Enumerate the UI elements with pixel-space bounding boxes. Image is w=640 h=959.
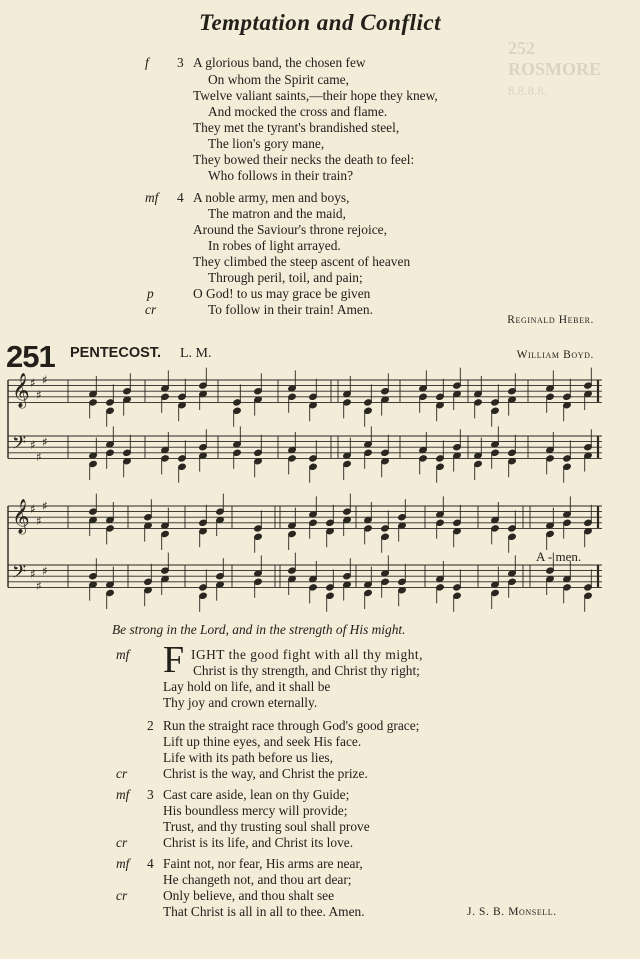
verse-line: Lay hold on life, and it shall be: [163, 679, 331, 694]
ghost-line: 252 ROSMORE: [508, 38, 602, 79]
text-author-credit: Reginald Heber.: [507, 314, 594, 326]
verse-line: And mocked the cross and flame.: [208, 104, 388, 119]
sharp-icon: ♯: [36, 579, 42, 593]
verse-line: A noble army, men and boys,: [193, 190, 350, 205]
verse-line: A glorious band, the chosen few: [193, 55, 366, 70]
verse-number: 3: [147, 787, 154, 802]
meter: L. M.: [180, 346, 212, 361]
dynamic-mark: cr: [116, 835, 128, 850]
verse-line: They climbed the steep ascent of heaven: [193, 254, 411, 269]
dynamic-mark: cr: [116, 766, 128, 781]
sharp-icon: ♯: [36, 450, 42, 464]
verse-line: The lion's gory mane,: [208, 136, 325, 151]
verse-number: 3: [177, 55, 184, 70]
page-title: Temptation and Conflict: [199, 10, 441, 35]
verse-line: Who follows in their train?: [208, 168, 354, 183]
dynamic-mark: mf: [145, 190, 159, 205]
verse-line: Run the straight race through God's good grace;: [163, 718, 420, 733]
verse-line: Christ is its life, and Christ its love.: [163, 835, 354, 850]
verse-line: Twelve valiant saints,—their hope they knew,: [193, 88, 438, 103]
drop-cap: F: [163, 639, 185, 681]
verse-line: Lift up thine eyes, and seek His face.: [163, 734, 362, 749]
sharp-icon: ♯: [30, 376, 36, 390]
sharp-icon: ♯: [42, 564, 48, 578]
dynamic-mark: mf: [116, 787, 130, 802]
scripture-motto: Be strong in the Lord, and in the strength of His might.: [112, 622, 406, 637]
verse-line: Faint not, nor fear, His arms are near,: [163, 856, 363, 871]
dynamic-mark: f: [145, 55, 149, 70]
verse-line: To follow in their train! Amen.: [208, 302, 373, 317]
verse-line: In robes of light arrayed.: [208, 238, 341, 253]
sharp-icon: ♯: [36, 388, 42, 402]
verse-line: His boundless mercy will provide;: [163, 803, 348, 818]
verse-number: 4: [177, 190, 184, 205]
verse-line: He changeth not, and thou art dear;: [163, 872, 352, 887]
treble-clef-icon: 𝄞: [12, 373, 30, 408]
verse-line: IGHT the good fight with all thy might,: [191, 647, 423, 662]
verse-line: That Christ is all in all to thee. Amen.: [163, 904, 365, 919]
tune-name: PENTECOST.: [70, 345, 162, 361]
amen-lyric: A - men.: [536, 549, 582, 564]
sharp-icon: ♯: [42, 373, 48, 387]
verse-line: They met the tyrant's brandished steel,: [193, 120, 400, 135]
sharp-icon: ♯: [36, 514, 42, 528]
treble-clef-icon: 𝄞: [12, 499, 30, 534]
ghost-line: 8.8.8.8.: [508, 83, 547, 98]
dynamic-mark: mf: [116, 647, 130, 662]
sharp-icon: ♯: [30, 438, 36, 452]
verse-line: Through peril, toil, and pain;: [208, 270, 363, 285]
verse-line: They bowed their necks the death to feel:: [193, 152, 415, 167]
dynamic-mark: cr: [116, 888, 128, 903]
sharp-icon: ♯: [42, 499, 48, 513]
verse-line: Thy joy and crown eternally.: [163, 695, 318, 710]
dynamic-mark: cr: [145, 302, 157, 317]
sharp-icon: ♯: [30, 502, 36, 516]
dynamic-mark: mf: [116, 856, 130, 871]
verse-line: Christ is the way, and Christ the prize.: [163, 766, 368, 781]
verse-number: 2: [147, 718, 154, 733]
verse-line: Life with its path before us lies,: [163, 750, 333, 765]
verse-line: On whom the Spirit came,: [208, 72, 349, 87]
text-author-credit: J. S. B. Monsell.: [467, 906, 557, 918]
verse-line: Christ is thy strength, and Christ thy right;: [193, 663, 420, 678]
bass-clef-icon: 𝄢: [12, 433, 27, 458]
dynamic-mark: p: [147, 286, 154, 301]
hymn-number: 251: [6, 339, 55, 374]
verse-line: Trust, and thy trusting soul shall prove: [163, 819, 370, 834]
verse-line: The matron and the maid,: [208, 206, 346, 221]
verse-line: Cast care aside, lean on thy Guide;: [163, 787, 350, 802]
composer-credit: William Boyd.: [516, 349, 594, 361]
sharp-icon: ♯: [42, 435, 48, 449]
verse-line: Around the Saviour's throne rejoice,: [193, 222, 387, 237]
sharp-icon: ♯: [30, 567, 36, 581]
verse-line: O God! to us may grace be given: [193, 286, 371, 301]
verse-number: 4: [147, 856, 154, 871]
verse-line: Only believe, and thou shalt see: [163, 888, 335, 903]
bass-clef-icon: 𝄢: [12, 562, 27, 587]
